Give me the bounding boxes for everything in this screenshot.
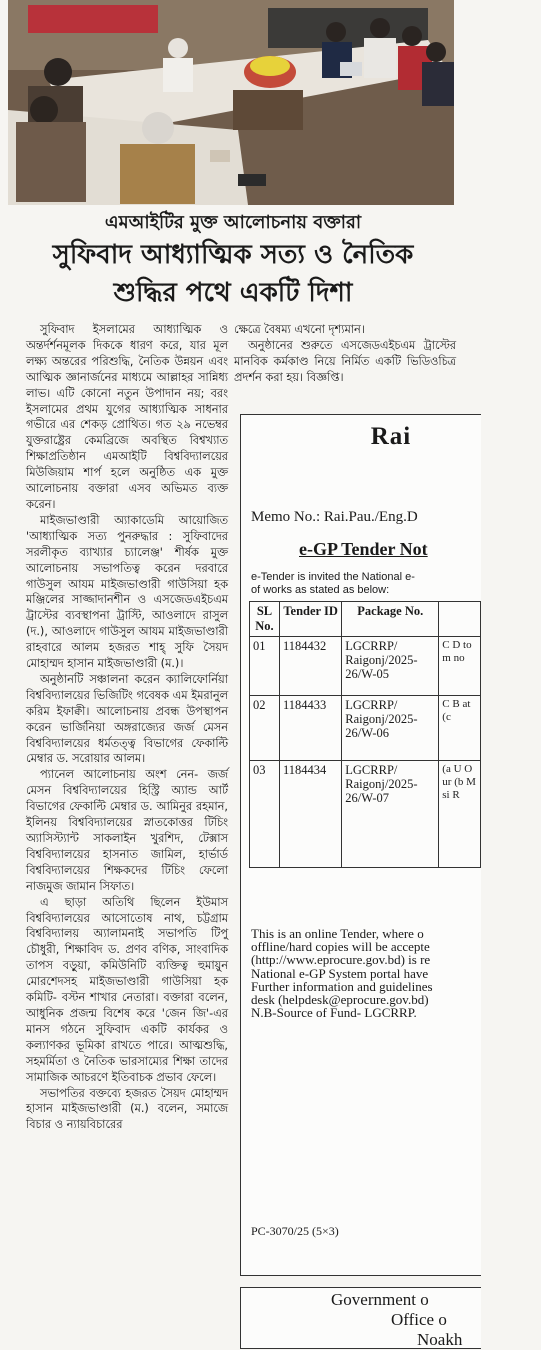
article-headline	[6, 236, 460, 312]
cell-sl: 02	[250, 696, 280, 761]
cell-description: C D to m no	[439, 637, 481, 696]
package-line: 26/W-07	[345, 791, 390, 805]
package-line: Raigonj/2025-	[345, 712, 418, 726]
tender-intro	[251, 571, 531, 597]
tender-memo: Memo No.: Rai.Pau./Eng.D	[251, 509, 418, 525]
footer-line: N.B-Source of Fund- LGCRRP.	[251, 1005, 417, 1021]
cell-tender-id: 1184433	[279, 696, 341, 761]
package-line: LGCRRP/	[345, 639, 398, 653]
header-sl: SL No.	[250, 602, 280, 637]
article-column-1	[26, 322, 228, 1133]
article-paragraph: অনুষ্ঠানটি সঞ্চালনা করেন ক্যালিফোর্নিয়া বিশ্ববিদ্যালয়ের ভিজিটিং গবেষক এম ইমরানুল করিম ইফাক্বী। আলোচনায় প্রবন্ধ উপস্থাপন করেন ভার্জিনিয়া অঙ্গরাজ্যের জর্জ মেসন বিশ্ববিদ্যালয়ের ধর্মতত্ত্ব বিভাগের ফেকাল্টি মেম্বার ড. সরোয়ার আলম।	[26, 672, 228, 766]
pc-code: PC-3070/25 (5×3)	[251, 1224, 339, 1238]
article-paragraph: সুফিবাদ ইসলামের আধ্যাত্মিক ও অন্তর্দর্শনমূলক দিককে ধারণ করে, যার মূল লক্ষ্য অন্তরের পরিশুদ্ধি, নৈতিক উন্নয়ন এবং আত্মিক জ্ঞানার্জনের মাধ্যমে আল্লাহর সান্নিধ্য লাভ। এটি কোনো নতুন উপাদান নয়; বরং ইসলামের প্রথম যুগের আধ্যাত্মিক সাধনার গভীরে এর শেকড় প্রোথিত। গত ২৯ নভেম্বর যুক্তরাষ্ট্রের কেমব্রিজে অবস্থিত বিশ্বখ্যাত শিক্ষাপ্রতিষ্ঠান এমআইটি বিশ্ববিদ্যালয়ের মিউজিয়াম শার্প হলে অনুষ্ঠিত এক মুক্ত আলোচনায় বক্তারা এসব অভিমত ব্যক্ত করেন।	[26, 323, 228, 511]
tender-advertisement	[240, 414, 481, 1276]
ad2-line-1: Government o	[331, 1290, 429, 1309]
article-paragraph: মাইজভাণ্ডারী অ্যাকাডেমি আয়োজিত 'আধ্যাত্মিক সত্য পুনরুদ্ধার : সুফিবাদের সরলীকৃত ব্যাখ্যার চ্যালেঞ্জ' শীর্ষক মুক্ত আলোচনায় সভাপতিত্ব করেন দরবারে গাউসুল আযম মাইজভাণ্ডারী গাউসিয়া হক মঞ্জিলের সাজ্জাদানশীন ও এসজেডএইচএম ট্রাস্টের ব্যবস্থাপনা ট্রাস্টি, আওলাদে রাসুল (দ.), আওলাদে গাউসুল আযম মাইজভাণ্ডারী রাহবারে আলম হজরত শাহ্ সুফি সৈয়দ মোহাম্মদ হাসান মাইজভাণ্ডারী (ম.)।	[26, 513, 228, 671]
package-line: Raigonj/2025-	[345, 777, 418, 791]
ad2-line-2: Office o	[391, 1310, 447, 1329]
footer-line: desk (helpdesk@eprocure.gov.bd)	[251, 992, 429, 1008]
tender-notice-heading: e-GP Tender Not	[299, 539, 428, 559]
headline-line-1: সুফিবাদ আধ্যাত্মিক সত্য ও নৈতিক	[52, 240, 414, 270]
tender-table	[249, 601, 481, 868]
footer-line: This is an online Tender, where o	[251, 926, 424, 941]
article-kicker: এমআইটির মুক্ত আলোচনায় বক্তারা	[104, 212, 362, 233]
tender-intro-line: of works as stated as below:	[251, 584, 390, 596]
cell-package	[342, 761, 439, 868]
tender-footer	[251, 926, 511, 1238]
tender-ad-title: Rai	[370, 423, 412, 450]
footer-line: (http://www.eprocure.gov.bd) is re	[251, 952, 431, 968]
tender-intro-line: e-Tender is invited the National e-	[251, 571, 415, 583]
cell-description: C B at (c	[439, 696, 481, 761]
cell-tender-id: 1184434	[279, 761, 341, 868]
package-line: LGCRRP/	[345, 763, 398, 777]
article-paragraph: অনুষ্ঠানের শুরুতে এসজেডএইচএম ট্রাস্টের মানবিক কর্মকাণ্ড নিয়ে নির্মিত একটি ভিডিওচিত্র প্রদর্শন করা হয়। বিজ্ঞপ্তি।	[234, 338, 456, 384]
article-column-2	[234, 322, 456, 386]
article-paragraph: ক্ষেত্রে বৈষম্য এখনো দৃশ্যমান।	[234, 323, 365, 336]
package-line: Raigonj/2025-	[345, 653, 418, 667]
article-paragraph: এ ছাড়া অতিথি ছিলেন ইউমাস বিশ্ববিদ্যালয়ের আসোতোষ নাথ, চট্টগ্রাম বিশ্ববিদ্যালয় অ্যালামনাই সভাপতি টিপু চৌধুরী, শিক্ষাবিদ ড. প্রণব বণিক, সাংবাদিক তাপস বড়ুয়া, কমিউনিটি ব্যক্তিত্ব হুমায়ুন মোরশেদসহ মাইজভাণ্ডারী গাউসিয়া হক কমিটি- বস্টন শাখার নেতারা। বক্তারা বলেন, আধুনিক প্রজন্ম বিশেষ করে 'জেন জি'-এর মানস গঠনে সুফিবাদ একটি কার্যকর ও কল্যাণকর ভূমিকা রাখতে পারে। আত্মশুদ্ধি, সহমর্মিতা ও নৈতিক ভারসাম্যের শিক্ষা তাদের সামাজিক আচরণে ইতিবাচক প্রভাব ফেলে।	[26, 895, 228, 1084]
header-description	[439, 602, 481, 637]
table-header-row	[250, 602, 481, 637]
table-row	[250, 761, 481, 868]
package-line: 26/W-05	[345, 667, 390, 681]
cell-sl: 01	[250, 637, 280, 696]
footer-line: Further information and guidelines	[251, 978, 433, 994]
package-line: 26/W-06	[345, 726, 390, 740]
header-package-no: Package No.	[342, 602, 439, 637]
cell-sl: 03	[250, 761, 280, 868]
article-paragraph: প্যানেল আলোচনায় অংশ নেন- জর্জ মেসন বিশ্ববিদ্যালয়ের হিস্ট্রি অ্যান্ড আর্ট বিভাগের ফেকাল্টি মেম্বার ড. আমিনুর রহমান, ইলিনয় বিশ্ববিদ্যালয়ের স্নাতকোত্তর টিচিং অ্যাসিস্ট্যান্ট সাকলাইন খুরশিদ, টেক্সাস বিশ্ববিদ্যালয়ের হাসনাত জামিল, হার্ভার্ড বিশ্ববিদ্যালয়ের শিক্ষকদের টিচিং ফেলো নাজমুজ জামান সিফাত।	[26, 768, 228, 893]
header-tender-id: Tender ID	[279, 602, 341, 637]
table-row	[250, 696, 481, 761]
article-paragraph: সভাপতির বক্তব্যে হজরত সৈয়দ মোহাম্মদ হাসান মাইজভাণ্ডারী (ম.) বলেন, সমাজে বিচার ও ন্যায়বিচারের	[26, 1086, 228, 1132]
footer-line: offline/hard copies will be accepte	[251, 939, 430, 955]
government-advertisement	[240, 1287, 481, 1349]
news-photo	[8, 0, 454, 205]
cell-tender-id: 1184432	[279, 637, 341, 696]
footer-line: National e-GP System portal have	[251, 965, 429, 981]
table-row	[250, 637, 481, 696]
ad2-line-3: Noakh	[417, 1330, 463, 1349]
cell-package	[342, 696, 439, 761]
package-line: LGCRRP/	[345, 698, 398, 712]
headline-line-2: শুদ্ধির পথে একটি দিশা	[113, 278, 353, 308]
cell-description: (a U O ur (b M si R	[439, 761, 481, 868]
cell-package	[342, 637, 439, 696]
